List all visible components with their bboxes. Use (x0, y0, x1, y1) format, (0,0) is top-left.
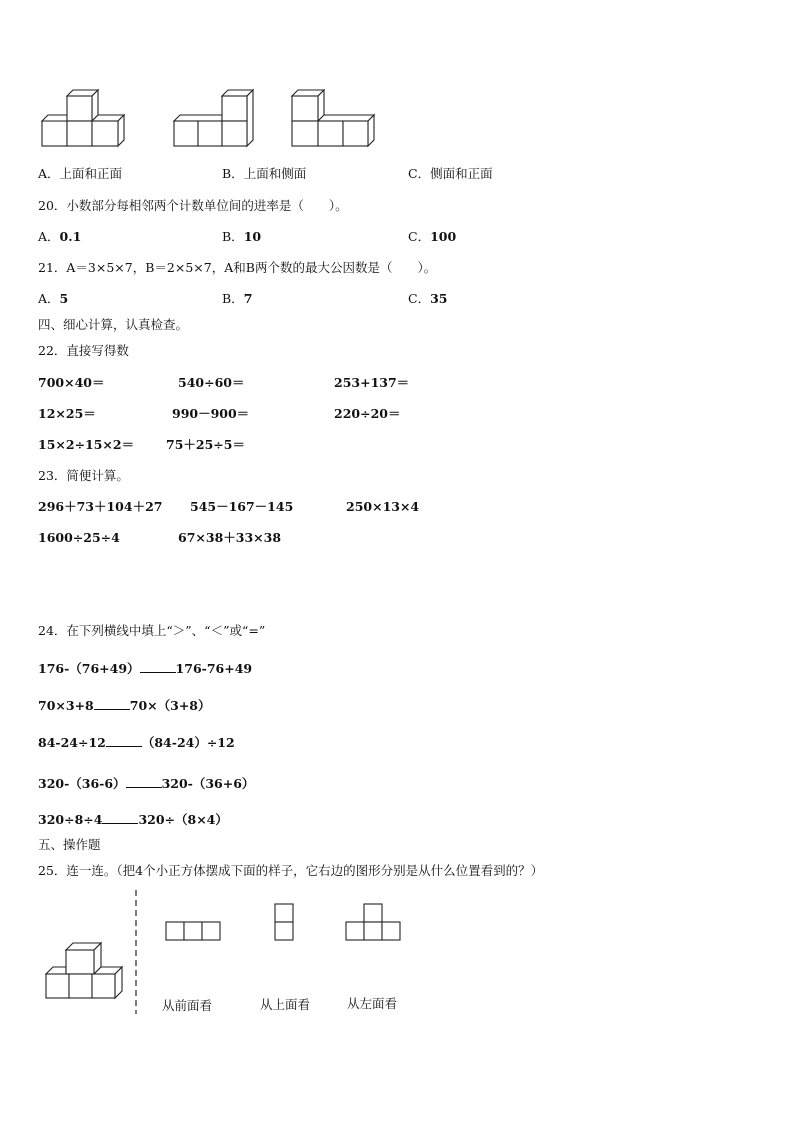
q23-item: 250×13×4 (346, 499, 420, 514)
q25-title: 25．连一连。（把4个小正方体摆成下面的样子，它右边的图形分别是从什么位置看到的？） (38, 863, 544, 878)
cube-figure-c (290, 86, 380, 148)
view-label-left: 从左面看 (347, 996, 398, 1011)
q21-option-b: B．7 (222, 291, 253, 306)
q22-item: 12×25＝ (38, 406, 96, 421)
q21-stem: 21．A＝3×5×7，B＝2×5×7，A和B两个数的最大公因数是（ ）。 (38, 260, 437, 275)
q24-row: 320-（36-6） 320-（36+6） (38, 776, 255, 791)
cube-figure-b (172, 86, 262, 148)
q22-item: 253+137＝ (334, 375, 410, 390)
q23-item: 67×38＋33×38 (178, 530, 282, 545)
top-view-grid[interactable] (273, 902, 297, 944)
q22-item: 540÷60＝ (178, 375, 245, 390)
section-5-title: 五、操作题 (38, 837, 101, 852)
left-view-grid[interactable] (344, 902, 404, 944)
q22-item: 75＋25÷5＝ (166, 437, 245, 452)
q20-option-a: A．0.1 (38, 229, 82, 244)
q24-row: 70×3+8 70×（3+8） (38, 698, 211, 713)
q19-option-a: A．上面和正面 (38, 166, 123, 181)
q22-item: 220÷20＝ (334, 406, 401, 421)
answer-blank[interactable] (94, 697, 130, 710)
view-label-top: 从上面看 (260, 997, 311, 1012)
cube-stack-figure (44, 940, 124, 1000)
q22-title: 22．直接写得数 (38, 343, 129, 358)
q24-row: 176-（76+49） 176-76+49 (38, 661, 253, 676)
view-label-front: 从前面看 (162, 998, 213, 1013)
q23-title: 23．简便计算。 (38, 468, 129, 483)
q21-option-a: A．5 (38, 291, 69, 306)
q22-item: 990－900＝ (172, 406, 250, 421)
q19-option-b: B．上面和侧面 (222, 166, 307, 181)
q24-row: 84-24÷12 （84-24）÷12 (38, 735, 235, 750)
q24-title: 24．在下列横线中填上“＞”、“＜”或“=” (38, 623, 266, 638)
q22-item: 15×2÷15×2＝ (38, 437, 135, 452)
q20-option-b: B．10 (222, 229, 262, 244)
answer-blank[interactable] (102, 811, 138, 824)
q19-option-c: C．侧面和正面 (408, 166, 493, 181)
answer-blank[interactable] (140, 660, 176, 673)
cube-figure-a (40, 86, 130, 148)
answer-blank[interactable] (106, 734, 142, 747)
q20-option-c: C．100 (408, 229, 457, 244)
q20-stem: 20．小数部分每相邻两个计数单位间的进率是（ ）。 (38, 198, 348, 213)
q21-option-c: C．35 (408, 291, 448, 306)
section-4-title: 四、细心计算，认真检查。 (38, 317, 189, 332)
q22-item: 700×40＝ (38, 375, 105, 390)
front-view-grid[interactable] (164, 920, 224, 944)
q23-item: 1600÷25÷4 (38, 530, 120, 545)
q24-row: 320÷8÷4 320÷（8×4） (38, 812, 228, 827)
q23-item: 296＋73＋104＋27 (38, 499, 163, 514)
q23-item: 545－167－145 (190, 499, 294, 514)
dashed-divider (134, 890, 138, 1014)
answer-blank[interactable] (126, 775, 162, 788)
